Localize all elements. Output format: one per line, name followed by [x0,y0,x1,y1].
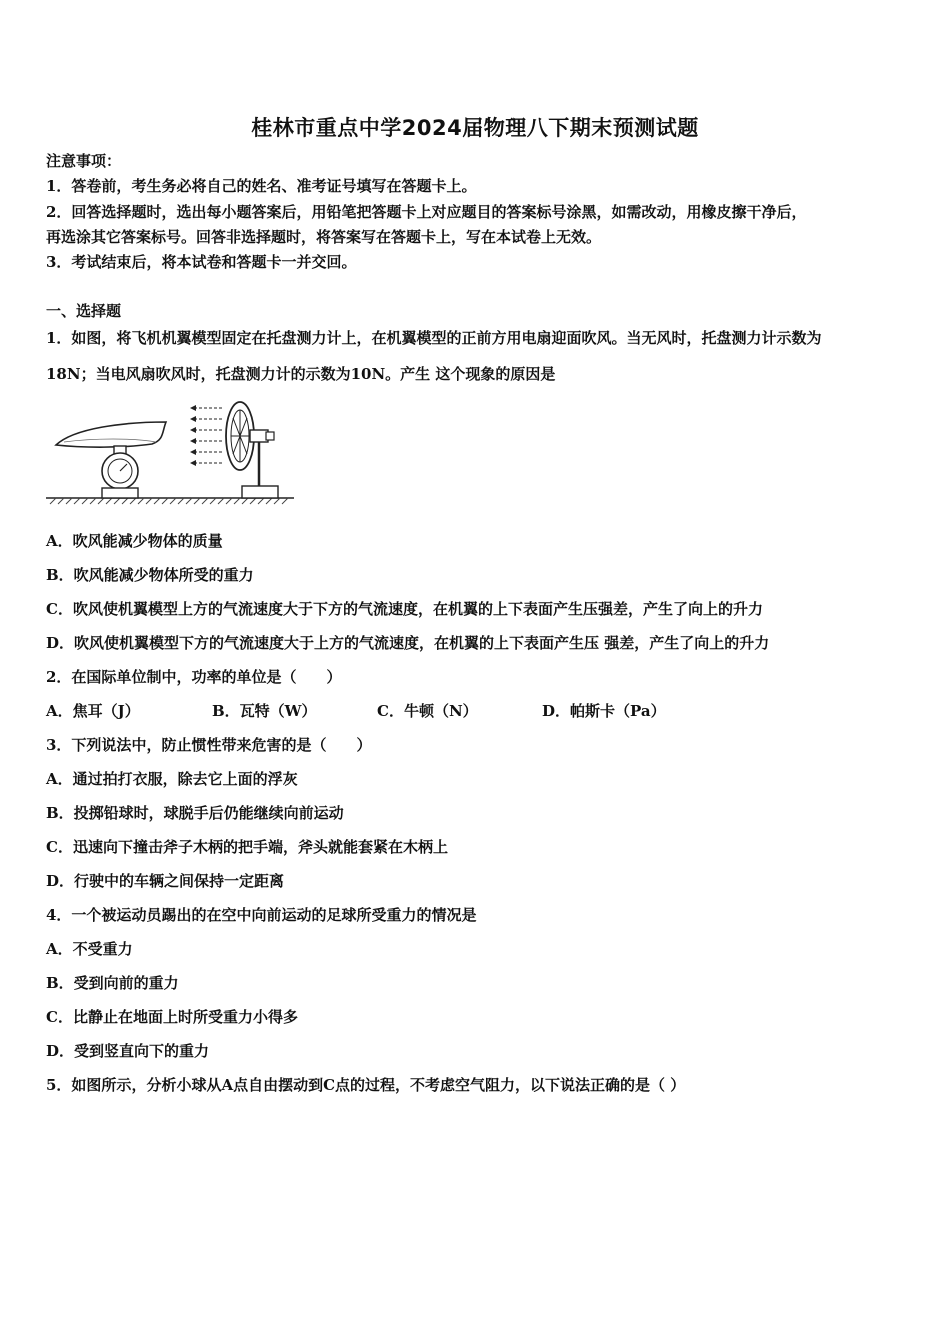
notice-heading: 注意事项： [46,152,122,170]
question-1-option-c: C．吹风使机翼模型上方的气流速度大于下方的气流速度，在机翼的上下表面产生压强差，产生了向上的升力 [46,600,763,618]
question-2-option-a: A．焦耳（J） [46,702,140,720]
question-3-option-c: C．迅速向下撞击斧子木柄的把手端，斧头就能套紧在木柄上 [46,838,448,856]
question-1-option-b: B．吹风能减少物体所受的重力 [46,566,254,584]
question-2-option-b: B．瓦特（W） [212,702,317,720]
section-heading: 一、选择题 [46,302,122,320]
question-4-option-c: C．比静止在地面上时所受重力小得多 [46,1008,298,1026]
question-1-stem: 1．如图，将飞机机翼模型固定在托盘测力计上，在机翼模型的正前方用电扇迎面吹风。当无风时，托盘测力计示数为 [46,329,822,347]
question-5-stem: 5．如图所示，分析小球从A点自由摆动到C点的过程，不考虑空气阻力，以下说法正确的是（ ） [46,1076,686,1094]
question-2-option-d: D．帕斯卡（Pa） [542,702,666,720]
question-3-option-a: A．通过拍打衣服，除去它上面的浮灰 [46,770,298,788]
question-3-option-b: B．投掷铅球时，球脱手后仍能继续向前运动 [46,804,344,822]
question-4-option-b: B．受到向前的重力 [46,974,179,992]
notice-item: 1．答卷前，考生务必将自己的姓名、准考证号填写在答题卡上。 [46,177,477,195]
question-2-stem: 2．在国际单位制中，功率的单位是（ ） [46,668,342,686]
question-2-options [46,701,666,721]
question-3-option-d: D．行驶中的车辆之间保持一定距离 [46,872,285,890]
wing-fan-figure [44,398,296,508]
notice-item: 2．回答选择题时，选出每小题答案后，用铅笔把答题卡上对应题目的答案标号涂黑，如需改动，用橡皮擦干净后， [46,203,807,221]
notice-item: 3．考试结束后，将本试卷和答题卡一并交回。 [46,253,357,271]
question-1-option-a: A．吹风能减少物体的质量 [46,532,223,550]
question-3-stem: 3．下列说法中，防止惯性带来危害的是（ ） [46,736,372,754]
exam-title: 桂林市重点中学2024届物理八下期末预测试题 [251,116,699,140]
question-1-stem: 18N；当电风扇吹风时，托盘测力计的示数为10N。产生 这个现象的原因是 [46,365,556,383]
question-1-option-d: D．吹风使机翼模型下方的气流速度大于上方的气流速度，在机翼的上下表面产生压 强差，产生了向上的升力 [46,634,770,652]
question-2-option-c: C．牛顿（N） [377,702,478,720]
notice-item: 再选涂其它答案标号。回答非选择题时，将答案写在答题卡上，写在本试卷上无效。 [46,228,602,246]
question-4-option-a: A．不受重力 [46,940,133,958]
question-4-stem: 4．一个被运动员踢出的在空中向前运动的足球所受重力的情况是 [46,906,477,924]
question-4-option-d: D．受到竖直向下的重力 [46,1042,210,1060]
